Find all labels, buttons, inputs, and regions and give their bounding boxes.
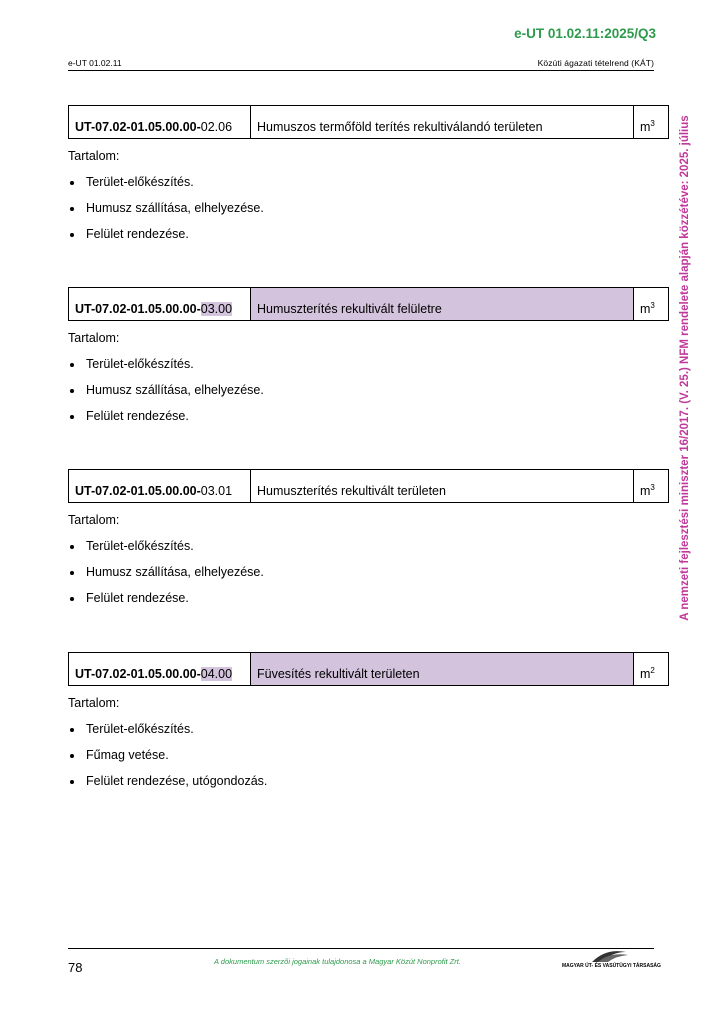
logo-text: MAGYAR ÚT- ÉS VASÚTÜGYI TÁRSASÁG — [562, 963, 661, 969]
item-block — [68, 287, 669, 423]
list-item: Fűmag vetése. — [68, 748, 669, 762]
item-unit: $m^3$ — [634, 106, 669, 139]
bullet-list — [68, 175, 669, 241]
item-code: UT-07.02-01.05.00.00-03.01 — [69, 470, 251, 503]
list-item: Felület rendezése. — [68, 409, 669, 423]
item-code: UT-07.02-01.05.00.00-04.00 — [69, 653, 251, 686]
copyright-note: A dokumentum szerzői jogainak tulajdonosa a Magyar Közút Nonprofit Zrt. — [214, 957, 461, 966]
content-label: Tartalom: — [68, 331, 120, 345]
content-label: Tartalom: — [68, 149, 120, 163]
content-label: Tartalom: — [68, 513, 120, 527]
header-rule — [68, 70, 654, 71]
item-description: Humuszterítés rekultivált területen — [251, 470, 634, 503]
item-table — [68, 469, 669, 503]
list-item: Terület-előkészítés. — [68, 175, 669, 189]
list-item: Humusz szállítása, elhelyezése. — [68, 383, 669, 397]
item-code: UT-07.02-01.05.00.00-02.06 — [69, 106, 251, 139]
item-code: UT-07.02-01.05.00.00-03.00 — [69, 288, 251, 321]
item-description: Humuszterítés rekultivált felületre — [251, 288, 634, 321]
item-table — [68, 105, 669, 139]
company-logo — [562, 948, 661, 974]
item-description: Humuszos termőföld terítés rekultiválandó területen — [251, 106, 634, 139]
item-block — [68, 652, 669, 788]
item-unit: $m^3$ — [634, 288, 669, 321]
side-note: A nemzeti fejlesztési miniszter 16/2017. (V. 25.) NFM rendelete alapján közzétéve: 2025. július — [679, 115, 691, 621]
list-item: Humusz szállítása, elhelyezése. — [68, 201, 669, 215]
item-unit: $m^3$ — [634, 470, 669, 503]
bullet-list — [68, 722, 669, 788]
header-left: e-UT 01.02.11 — [68, 58, 122, 68]
list-item: Felület rendezése. — [68, 227, 669, 241]
list-item: Felület rendezése. — [68, 591, 669, 605]
bullet-list — [68, 539, 669, 605]
item-table — [68, 652, 669, 686]
item-description: Füvesítés rekultivált területen — [251, 653, 634, 686]
header-right: Közúti ágazati tételrend (KÁT) — [537, 58, 654, 68]
item-block — [68, 105, 669, 241]
list-item: Humusz szállítása, elhelyezése. — [68, 565, 669, 579]
content-label: Tartalom: — [68, 696, 120, 710]
item-table — [68, 287, 669, 321]
page-number: 78 — [68, 960, 83, 975]
item-block — [68, 469, 669, 605]
list-item: Terület-előkészítés. — [68, 357, 669, 371]
list-item: Terület-előkészítés. — [68, 722, 669, 736]
list-item: Terület-előkészítés. — [68, 539, 669, 553]
document-code: e-UT 01.02.11:2025/Q3 — [514, 26, 656, 41]
item-unit: $m^2$ — [634, 653, 669, 686]
list-item: Felület rendezése, utógondozás. — [68, 774, 669, 788]
rail-logo-icon — [562, 948, 654, 964]
bullet-list — [68, 357, 669, 423]
